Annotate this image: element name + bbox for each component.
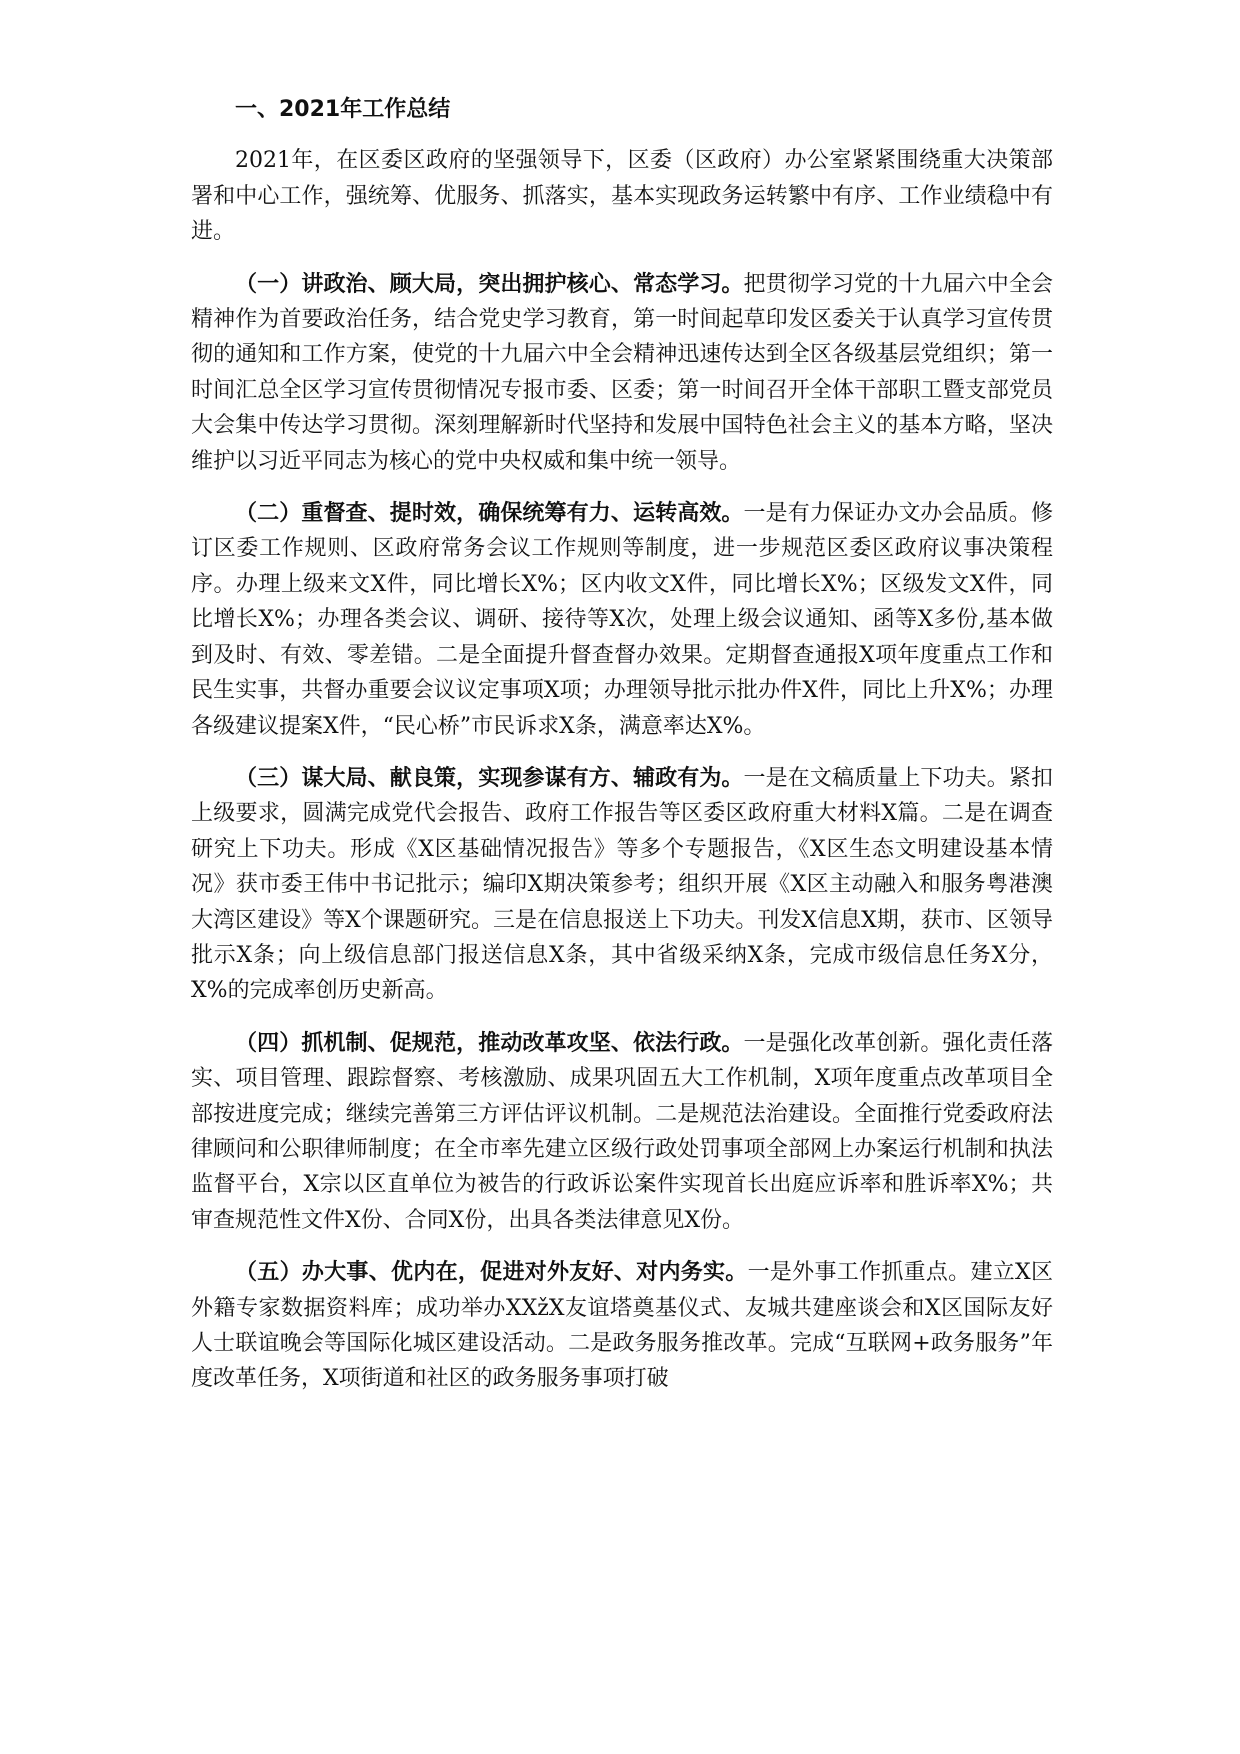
paragraph-text: 一是强化改革创新。强化责任落实、项目管理、跟踪督察、考核激励、成果巩固五大工作机制，X项年度重点改革项目全部按进度完成；继续完善第三方评估评议机制。二是规范法治建设。全面推行党委政府法律顾问和公职律师制度；在全市率先建立区级行政处罚事项全部网上办案运行机制和执法监督平台，X宗以区直单位为被告的行政诉讼案件实现首长出庭应诉率和胜诉率X%；共审查规范性文件X份、合同X份，出具各类法律意见X份。 <box>191 1030 1053 1233</box>
paragraph-lead: （五）办大事、优内在，促进对外友好、对内务实。 <box>235 1260 748 1286</box>
paragraph-lead: （三）谋大局、献良策，实现参谋有方、辅政有为。 <box>235 765 744 791</box>
paragraph-advisory <box>191 761 1053 1009</box>
paragraph-text: 一是有力保证办文办会品质。修订区委工作规则、区政府常务会议工作规则等制度，进一步规范区委区政府议事决策程序。办理上级来文X件，同比增长X%；区内收文X件，同比增长X%；区级发文X件，同比增长X%；办理各类会议、调研、接待等X次，处理上级会议通知、函等X多份,基本做到及时、有效、零差错。二是全面提升督查督办效果。定期督查通报X项年度重点工作和民生实事，共督办重要会议议定事项X项；办理领导批示批办件X件，同比上升X%；办理各级建议提案X件，“民心桥”市民诉求X条，满意率达X%。 <box>191 501 1053 739</box>
paragraph-lead: （二）重督查、提时效，确保统筹有力、运转高效。 <box>235 501 744 527</box>
paragraph-lead: （四）抓机制、促规范，推动改革攻坚、依法行政。 <box>235 1030 744 1056</box>
paragraph-text: 把贯彻学习党的十九届六中全会精神作为首要政治任务，结合党史学习教育，第一时间起草印发区委关于认真学习宣传贯彻的通知和工作方案，使党的十九届六中全会精神迅速传达到全区各级基层党组织；第一时间汇总全区学习宣传贯彻情况专报市委、区委；第一时间召开全体干部职工暨支部党员大会集中传达学习贯彻。深刻理解新时代坚持和发展中国特色社会主义的基本方略，坚决维护以习近平同志为核心的党中央权威和集中统一领导。 <box>191 271 1053 474</box>
paragraph-text: 一是在文稿质量上下功夫。紧扣上级要求，圆满完成党代会报告、政府工作报告等区委区政府重大材料X篇。二是在调查研究上下功夫。形成《X区基础情况报告》等多个专题报告，《X区生态文明建设基本情况》获市委王伟中书记批示；编印X期决策参考；组织开展《X区主动融入和服务粤港澳大湾区建设》等X个课题研究。三是在信息报送上下功夫。刊发X信息X期，获市、区领导批示X条；向上级信息部门报送信息X条，其中省级采纳X条，完成市级信息任务X分，X%的完成率创历史新高。 <box>191 765 1053 1004</box>
paragraph-external-affairs <box>191 1255 1053 1397</box>
section-heading: 一、2021年工作总结 <box>235 97 451 122</box>
paragraph-text: 2021年，在区委区政府的坚强领导下，区委（区政府）办公室紧紧围绕重大决策部署和中心工作，强统筹、优服务、抓落实，基本实现政务运转繁中有序、工作业绩稳中有进。 <box>191 148 1053 245</box>
paragraph-supervision <box>191 496 1053 744</box>
paragraph-intro <box>191 143 1053 249</box>
paragraph-politics <box>191 267 1053 479</box>
paragraph-text: 一是外事工作抓重点。建立X区外籍专家数据资料库；成功举办XXžX友谊塔奠基仪式、友城共建座谈会和X区国际友好人士联谊晚会等国际化城区建设活动。二是政务服务推改革。完成“互联网+政务服务”年度改革任务，X项街道和社区的政务服务事项打破 <box>191 1260 1053 1392</box>
paragraph-lead: （一）讲政治、顾大局，突出拥护核心、常态学习。 <box>235 271 744 297</box>
paragraph-reform <box>191 1026 1053 1238</box>
document-body <box>191 92 1053 1414</box>
